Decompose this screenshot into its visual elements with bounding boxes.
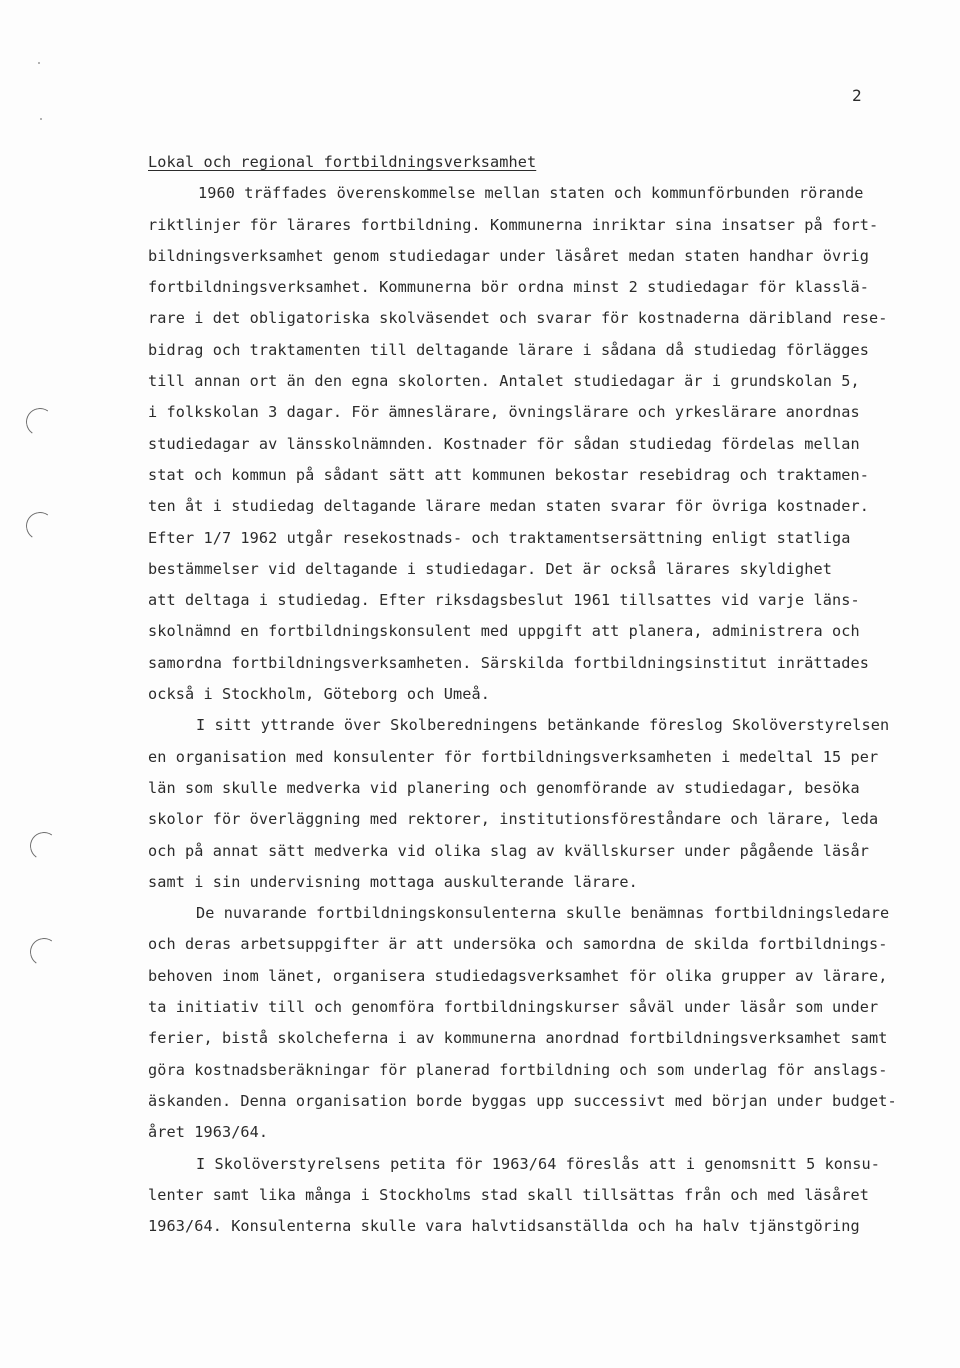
page-number: 2 [852, 86, 863, 105]
text-line: fortbildningsverksamhet. Kommunerna bör ordna minst 2 studiedagar för klasslä- [148, 278, 870, 297]
text-line: samt i sin undervisning mottaga auskulterande lärare. [148, 872, 638, 891]
text-line: en organisation med konsulenter för fortbildningsverksamheten i medeltal 15 per [148, 747, 879, 766]
text-line: samordna fortbildningsverksamheten. Särskilda fortbildningsinstitut inrättades [148, 653, 870, 672]
punch-hole-mark [28, 830, 60, 862]
punch-hole-mark [28, 936, 60, 968]
text-line: 1963/64. Konsulenterna skulle vara halvtidsanställda och ha halv tjänstgöring [148, 1217, 860, 1236]
text-line: bestämmelser vid deltagande i studiedagar. Det är också lärares skyldighet [148, 559, 833, 578]
text-line: att deltaga i studiedag. Efter riksdagsbeslut 1961 tillsattes vid varje läns- [148, 591, 860, 610]
text-line: skolnämnd en fortbildningskonsulent med uppgift att planera, administrera och [148, 622, 860, 641]
text-line: och deras arbetsuppgifter är att undersöka och samordna de skilda fortbildnings- [148, 935, 888, 954]
section-heading: Lokal och regional fortbildningsverksamhet [148, 153, 537, 171]
punch-hole-mark [24, 406, 56, 438]
text-line: riktlinjer för lärares fortbildning. Kommunerna inriktar sina insatser på fort- [148, 215, 879, 234]
punch-hole-mark [24, 510, 56, 542]
text-line: behoven inom länet, organisera studiedagsverksamhet för olika grupper av lärare, [148, 966, 888, 985]
text-line: skolor för överläggning med rektorer, institutionsföreståndare och lärare, leda [148, 810, 879, 829]
text-line: lenter samt lika många i Stockholms stad skall tillsättas från och med läsåret [148, 1185, 870, 1204]
text-line: och på annat sätt medverka vid olika slag av kvällskurser under pågående läsår [148, 841, 870, 860]
text-line: i folkskolan 3 dagar. För ämneslärare, övningslärare och yrkeslärare anordnas [148, 403, 860, 422]
text-line: ferier, bistå skolcheferna i av kommunerna anordnad fortbildningsverksamhet samt [148, 1029, 888, 1048]
text-line: Efter 1/7 1962 utgår resekostnads- och traktamentsersättning enligt statliga [148, 528, 851, 547]
scan-speck [40, 118, 42, 120]
text-line: bildningsverksamhet genom studiedagar under läsåret medan staten handhar övrig [148, 246, 870, 265]
text-line: äskanden. Denna organisation borde byggas upp successivt med början under budget- [148, 1091, 897, 1110]
text-line: studiedagar av länsskolnämnden. Kostnader för sådan studiedag fördelas mellan [148, 434, 860, 453]
text-line: ten åt i studiedag deltagande lärare medan staten svarar för övriga kostnader. [148, 497, 870, 516]
text-line: året 1963/64. [148, 1123, 269, 1142]
text-line: I Skolöverstyrelsens petita för 1963/64 föreslås att i genomsnitt 5 konsu- [196, 1154, 881, 1173]
text-line: rare i det obligatoriska skolväsendet och svarar för kostnaderna däribland rese- [148, 309, 888, 328]
text-line: göra kostnadsberäkningar för planerad fortbildning och som underlag för anslags- [148, 1060, 888, 1079]
text-line: stat och kommun på sådant sätt att kommunen bekostar resebidrag och traktamen- [148, 465, 870, 484]
text-line: län som skulle medverka vid planering och genomförande av studiedagar, besöka [148, 778, 860, 797]
text-line: De nuvarande fortbildningskonsulenterna skulle benämnas fortbildningsledare [196, 904, 890, 923]
text-line: ta initiativ till och genomföra fortbildningskurser såväl under läsår som under [148, 998, 879, 1017]
document-body [148, 147, 897, 1242]
scan-speck [38, 62, 40, 64]
text-line: till annan ort än den egna skolorten. Antalet studiedagar är i grundskolan 5, [148, 372, 860, 391]
text-line: också i Stockholm, Göteborg och Umeå. [148, 685, 491, 704]
text-line: bidrag och traktamenten till deltagande lärare i sådana då studiedag förlägges [148, 340, 870, 359]
text-line: 1960 träffades överenskommelse mellan staten och kommunförbunden rörande [198, 184, 864, 203]
text-line: I sitt yttrande över Skolberedningens betänkande föreslog Skolöverstyrelsen [196, 716, 890, 735]
